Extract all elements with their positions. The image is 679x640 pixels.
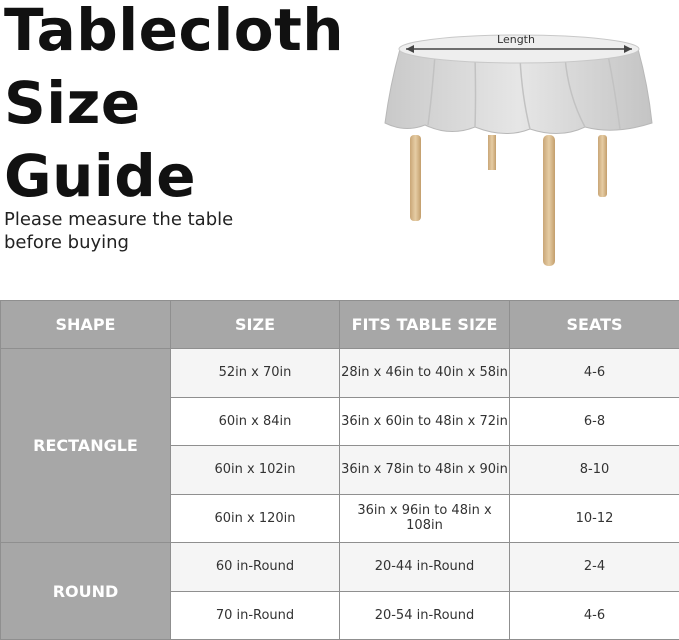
length-label: Length — [497, 33, 535, 46]
seats-cell: 8-10 — [510, 446, 679, 495]
seats-cell: 4-6 — [510, 591, 679, 640]
column-header-shape: SHAPE — [1, 301, 171, 349]
size-guide-table — [0, 300, 679, 640]
title-line-1: Tablecloth — [4, 0, 345, 64]
title-line-2: Size — [4, 69, 141, 137]
shape-cell-rectangle: RECTANGLE — [1, 349, 171, 543]
fits-cell: 36in x 60in to 48in x 72in — [340, 397, 510, 446]
size-cell: 70 in-Round — [171, 591, 340, 640]
seats-cell: 4-6 — [510, 349, 679, 398]
table-leg-front-left — [410, 135, 421, 221]
table-leg-front-right — [543, 135, 555, 266]
page-title — [4, 0, 344, 213]
fits-cell: 36in x 96in to 48in x 108in — [340, 494, 510, 543]
table-leg-back-left — [488, 135, 496, 170]
size-cell: 60in x 102in — [171, 446, 340, 495]
fits-cell: 36in x 78in to 48in x 90in — [340, 446, 510, 495]
fits-cell: 28in x 46in to 40in x 58in — [340, 349, 510, 398]
shape-cell-round: ROUND — [1, 543, 171, 640]
table-header-row — [1, 301, 679, 349]
seats-cell: 2-4 — [510, 543, 679, 592]
instruction-line-1: Please measure the table — [4, 209, 234, 230]
size-cell: 60in x 84in — [171, 397, 340, 446]
size-cell: 52in x 70in — [171, 349, 340, 398]
table-leg-back-right — [598, 135, 607, 197]
column-header-size: SIZE — [171, 301, 340, 349]
seats-cell: 6-8 — [510, 397, 679, 446]
round-table-illustration — [380, 25, 660, 275]
instruction-line-2: before buying — [4, 232, 129, 253]
measure-instruction — [4, 208, 233, 254]
seats-cell: 10-12 — [510, 494, 679, 543]
column-header-fits-table-size: FITS TABLE SIZE — [340, 301, 510, 349]
size-cell: 60in x 120in — [171, 494, 340, 543]
column-header-seats: SEATS — [510, 301, 679, 349]
fits-cell: 20-54 in-Round — [340, 591, 510, 640]
title-line-3: Guide — [4, 142, 197, 210]
size-cell: 60 in-Round — [171, 543, 340, 592]
fits-cell: 20-44 in-Round — [340, 543, 510, 592]
table-row — [1, 349, 679, 398]
table-row — [1, 543, 679, 592]
